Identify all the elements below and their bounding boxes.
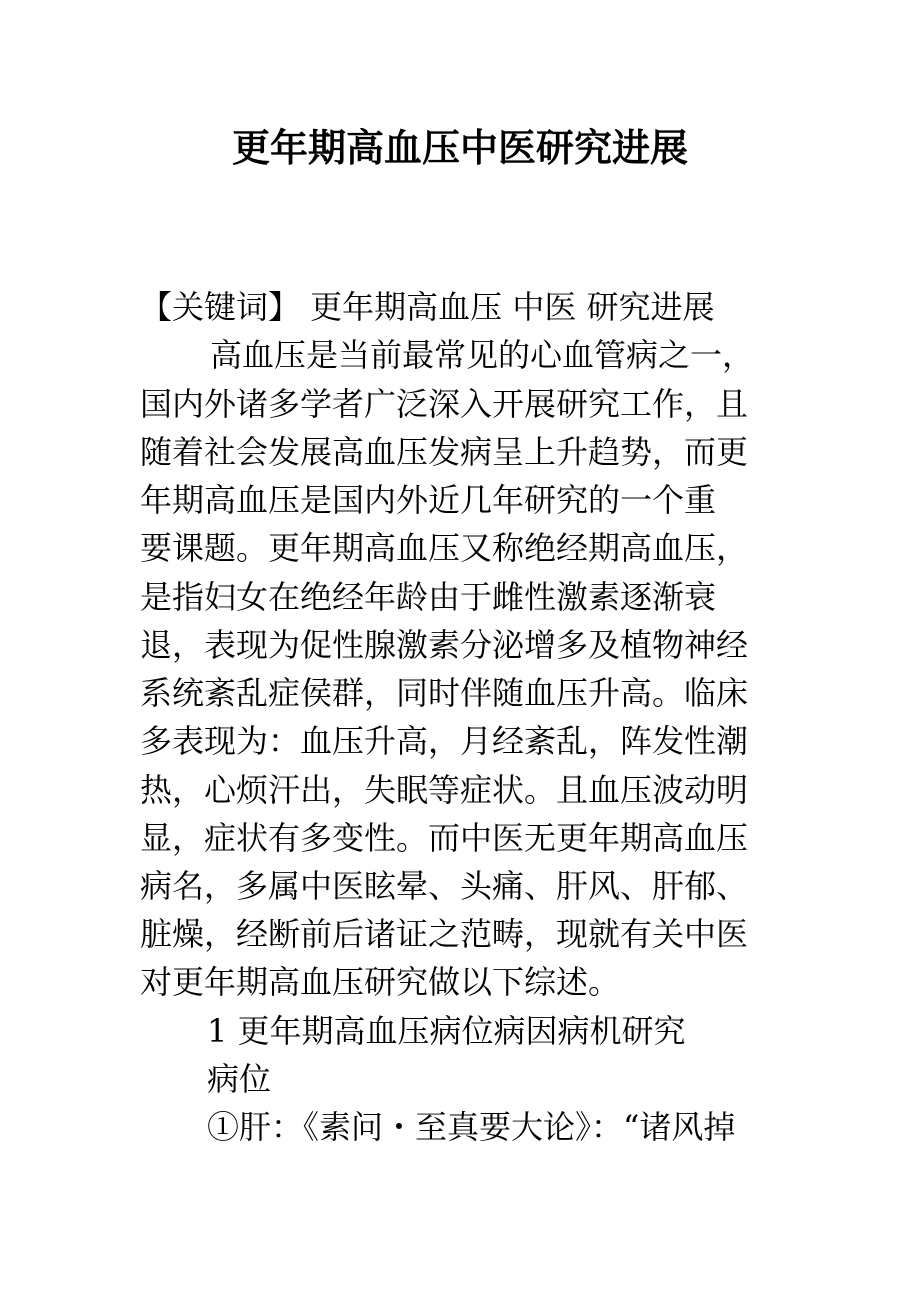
body-line: 退，表现为促性腺激素分泌增多及植物神经 <box>140 626 749 664</box>
body-line: 系统紊乱症侯群，同时伴随血压升高。临床 <box>140 674 749 712</box>
subheading: 病位 <box>207 1060 272 1098</box>
body-line: 对更年期高血压研究做以下综述。 <box>140 963 621 1001</box>
body-line: ①肝：《素问・至真要大论》：“诸风掉 <box>207 1108 736 1146</box>
body-line: 病名，多属中医眩晕、头痛、肝风、肝郁、 <box>140 867 749 905</box>
keywords-line: 【关键词】 更年期高血压 中医 研究进展 <box>140 288 715 326</box>
body-line: 高血压是当前最常见的心血管病之一， <box>210 336 755 374</box>
document-title: 更年期高血压中医研究进展 <box>231 126 688 170</box>
section-heading: 1 更年期高血压病位病因病机研究 <box>207 1012 686 1050</box>
body-line: 显，症状有多变性。而中医无更年期高血压 <box>140 819 749 857</box>
body-line: 要课题。更年期高血压又称绝经期高血压， <box>140 529 749 567</box>
body-line: 随着社会发展高血压发病呈上升趋势，而更 <box>140 433 749 471</box>
body-line: 脏燥，经断前后诸证之范畴，现就有关中医 <box>140 915 749 953</box>
body-line: 年期高血压是国内外近几年研究的一个重 <box>140 481 717 519</box>
body-line: 热，心烦汗出，失眠等症状。且血压波动明 <box>140 771 749 809</box>
body-line: 国内外诸多学者广泛深入开展研究工作，且 <box>140 385 749 423</box>
body-line: 多表现为：血压升高，月经紊乱，阵发性潮 <box>140 722 749 760</box>
body-line: 是指妇女在绝经年龄由于雌性激素逐渐衰 <box>140 578 717 616</box>
